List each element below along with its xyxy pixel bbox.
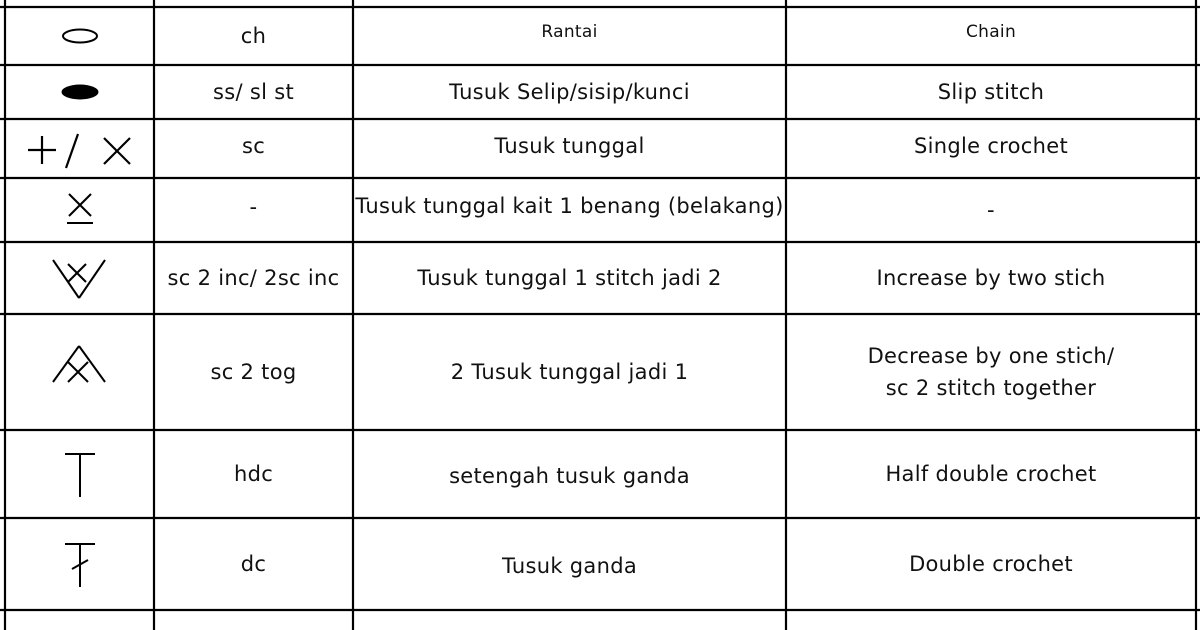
english-term-line: sc 2 stitch together xyxy=(885,376,1097,400)
chain-symbol-icon xyxy=(5,7,154,65)
abbreviation-cell: sc 2 tog xyxy=(210,360,297,384)
back-loop-single-crochet-symbol-icon xyxy=(5,178,154,242)
english-term-cell: - xyxy=(987,198,995,222)
sc-decrease-symbol-icon xyxy=(5,314,154,414)
sc-increase-symbol-icon xyxy=(5,242,154,314)
abbreviation-cell: ch xyxy=(240,24,267,48)
indonesian-term-cell: Tusuk Selip/sisip/kunci xyxy=(449,80,690,104)
english-term-cell: Chain xyxy=(965,22,1017,42)
abbreviation-cell: sc 2 inc/ 2sc inc xyxy=(167,266,340,290)
abbreviation-cell: sc xyxy=(241,134,266,158)
abbreviation-cell: dc xyxy=(240,552,267,576)
slip-stitch-symbol-icon xyxy=(5,65,154,119)
abbreviation-cell: - xyxy=(249,195,258,219)
single-crochet-symbol-icon xyxy=(5,119,154,178)
english-term-cell: Slip stitch xyxy=(937,80,1045,104)
english-term-line: Decrease by one stich/ xyxy=(867,344,1115,368)
abbreviation-cell: ss/ sl st xyxy=(213,80,294,104)
english-term-cell: Half double crochet xyxy=(885,462,1097,486)
indonesian-term-cell: setengah tusuk ganda xyxy=(449,464,690,488)
english-term-cell: Increase by two stich xyxy=(876,266,1106,290)
indonesian-term-cell: Tusuk tunggal kait 1 benang (belakang) xyxy=(355,194,784,218)
indonesian-term-cell: Tusuk ganda xyxy=(501,554,638,578)
indonesian-term-cell: Rantai xyxy=(541,22,598,42)
english-term-cell: Single crochet xyxy=(913,134,1068,158)
half-double-crochet-symbol-icon xyxy=(5,430,154,518)
english-term-cell xyxy=(786,314,1196,430)
indonesian-term-cell: 2 Tusuk tunggal jadi 1 xyxy=(450,360,689,384)
indonesian-term-cell: Tusuk tunggal xyxy=(494,134,645,158)
abbreviation-cell: hdc xyxy=(233,462,274,486)
english-term-cell: Double crochet xyxy=(909,552,1073,576)
double-crochet-symbol-icon xyxy=(5,518,154,610)
indonesian-term-cell: Tusuk tunggal 1 stitch jadi 2 xyxy=(417,266,722,290)
